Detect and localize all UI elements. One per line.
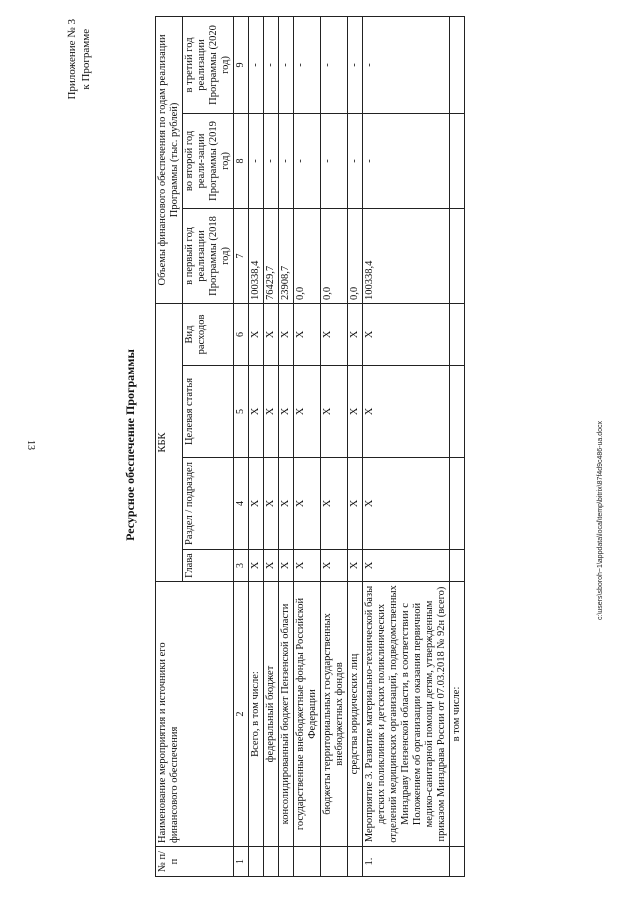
cell-glava: X bbox=[264, 550, 279, 582]
row-number bbox=[450, 847, 465, 877]
row-name: государственные внебюджетные фонды Российской Федерации bbox=[294, 582, 321, 847]
cell-year-1 bbox=[450, 208, 465, 303]
file-path-footer: c:\users\sboroh~1\appdata\local\temp\bitrix\87f4d9c486-ua.docx bbox=[597, 420, 604, 620]
header-funding: Объемы финансового обеспечения по годам реализации Программы (тыс. рублей) bbox=[156, 16, 183, 303]
cell-vid: X bbox=[264, 303, 279, 365]
row-number bbox=[264, 847, 279, 877]
row-name: средства юридических лиц bbox=[348, 582, 363, 847]
row-number: 1. bbox=[363, 847, 450, 877]
cell-razdel: X bbox=[321, 458, 348, 550]
header-razdel: Раздел / подраздел bbox=[183, 458, 234, 550]
header-statya: Целевая статья bbox=[183, 366, 234, 458]
cell-year-1: 23908,7 bbox=[279, 208, 294, 303]
cell-razdel: X bbox=[363, 458, 450, 550]
table-row bbox=[294, 16, 321, 876]
cell-vid: X bbox=[294, 303, 321, 365]
cell-year-3: - bbox=[279, 16, 294, 113]
cell-statya: X bbox=[321, 366, 348, 458]
header-kbk: КБК bbox=[156, 303, 183, 581]
col-number: 5 bbox=[234, 366, 249, 458]
row-name: федеральный бюджет bbox=[264, 582, 279, 847]
cell-year-2: - bbox=[249, 113, 264, 208]
table-row bbox=[264, 16, 279, 876]
cell-razdel: X bbox=[294, 458, 321, 550]
cell-year-3: - bbox=[294, 16, 321, 113]
cell-year-1: 0,0 bbox=[294, 208, 321, 303]
col-number: 9 bbox=[234, 16, 249, 113]
cell-year-3: - bbox=[363, 16, 450, 113]
cell-glava: X bbox=[279, 550, 294, 582]
row-number bbox=[294, 847, 321, 877]
cell-year-3: - bbox=[264, 16, 279, 113]
cell-year-2: - bbox=[264, 113, 279, 208]
cell-year-2 bbox=[450, 113, 465, 208]
cell-year-3 bbox=[450, 16, 465, 113]
table-row bbox=[450, 16, 465, 876]
cell-statya: X bbox=[264, 366, 279, 458]
table-row bbox=[363, 16, 450, 876]
header-year-2: во второй год реали-зации Программы (2019 год) bbox=[183, 113, 234, 208]
cell-statya: X bbox=[279, 366, 294, 458]
row-name: Всего, в том числе: bbox=[249, 582, 264, 847]
cell-statya: X bbox=[348, 366, 363, 458]
appendix-label bbox=[65, 19, 93, 100]
header-year-1: в первый год реализации Программы (2018 год) bbox=[183, 208, 234, 303]
cell-glava: X bbox=[294, 550, 321, 582]
table-row bbox=[348, 16, 363, 876]
col-number: 1 bbox=[234, 847, 249, 877]
cell-vid: X bbox=[279, 303, 294, 365]
header-num: № п/п bbox=[156, 847, 234, 877]
row-name: Мероприятие 3. Развитие материально-технической базы детских поликлиник и детских поликлинических отделений медицинских организаций, подведомственных Минздраву Пензенской области, в соответствии с Положением об организации оказания первичной медико-санитарной помощи детям, утвержденным приказом Минздрава России от 07.03.2018 № 92н (всего) bbox=[363, 582, 450, 847]
appendix-line-1: Приложение № 3 bbox=[66, 19, 78, 100]
cell-statya: X bbox=[363, 366, 450, 458]
cell-razdel: X bbox=[279, 458, 294, 550]
landscape-sheet bbox=[45, 5, 605, 885]
table-row bbox=[321, 16, 348, 876]
cell-year-3: - bbox=[249, 16, 264, 113]
cell-razdel bbox=[450, 458, 465, 550]
page-number: 13 bbox=[25, 440, 36, 450]
cell-razdel: X bbox=[264, 458, 279, 550]
document-title: Ресурсное обеспечение Программы bbox=[123, 349, 137, 541]
row-number bbox=[279, 847, 294, 877]
header-vid: Вид расходов bbox=[183, 303, 234, 365]
row-name: консолидированный бюджет Пензенской области bbox=[279, 582, 294, 847]
cell-year-2: - bbox=[363, 113, 450, 208]
row-number bbox=[249, 847, 264, 877]
table-row bbox=[249, 16, 264, 876]
appendix-line-2: к Программе bbox=[80, 28, 92, 90]
cell-statya: X bbox=[249, 366, 264, 458]
column-number-row bbox=[234, 16, 249, 876]
cell-year-2: - bbox=[348, 113, 363, 208]
header-glava: Глава bbox=[183, 550, 234, 582]
cell-vid: X bbox=[363, 303, 450, 365]
header-year-3: в третий год реализации Программы (2020 год) bbox=[183, 16, 234, 113]
cell-glava: X bbox=[363, 550, 450, 582]
cell-vid: X bbox=[321, 303, 348, 365]
cell-year-3: - bbox=[348, 16, 363, 113]
row-number bbox=[321, 847, 348, 877]
col-number: 7 bbox=[234, 208, 249, 303]
cell-statya: X bbox=[294, 366, 321, 458]
row-name: в том числе: bbox=[450, 582, 465, 847]
cell-year-3: - bbox=[321, 16, 348, 113]
col-number: 4 bbox=[234, 458, 249, 550]
funding-table bbox=[155, 16, 465, 877]
cell-statya bbox=[450, 366, 465, 458]
cell-glava: X bbox=[321, 550, 348, 582]
cell-year-1: 100338,4 bbox=[249, 208, 264, 303]
row-number bbox=[348, 847, 363, 877]
col-number: 2 bbox=[234, 582, 249, 847]
cell-year-1: 76429,7 bbox=[264, 208, 279, 303]
cell-year-2: - bbox=[279, 113, 294, 208]
cell-year-1: 100338,4 bbox=[363, 208, 450, 303]
header-name: Наименование мероприятия и источники его финансового обеспечения bbox=[156, 582, 234, 847]
col-number: 6 bbox=[234, 303, 249, 365]
row-name: бюджеты территориальных государственных внебюджетных фондов bbox=[321, 582, 348, 847]
cell-vid: X bbox=[348, 303, 363, 365]
table-row bbox=[279, 16, 294, 876]
cell-glava: X bbox=[249, 550, 264, 582]
cell-razdel: X bbox=[348, 458, 363, 550]
cell-year-2: - bbox=[321, 113, 348, 208]
cell-year-2: - bbox=[294, 113, 321, 208]
cell-vid bbox=[450, 303, 465, 365]
cell-year-1: 0,0 bbox=[321, 208, 348, 303]
cell-razdel: X bbox=[249, 458, 264, 550]
cell-vid: X bbox=[249, 303, 264, 365]
cell-year-1: 0,0 bbox=[348, 208, 363, 303]
cell-glava: X bbox=[348, 550, 363, 582]
col-number: 3 bbox=[234, 550, 249, 582]
header-row-1 bbox=[156, 16, 183, 876]
col-number: 8 bbox=[234, 113, 249, 208]
cell-glava bbox=[450, 550, 465, 582]
